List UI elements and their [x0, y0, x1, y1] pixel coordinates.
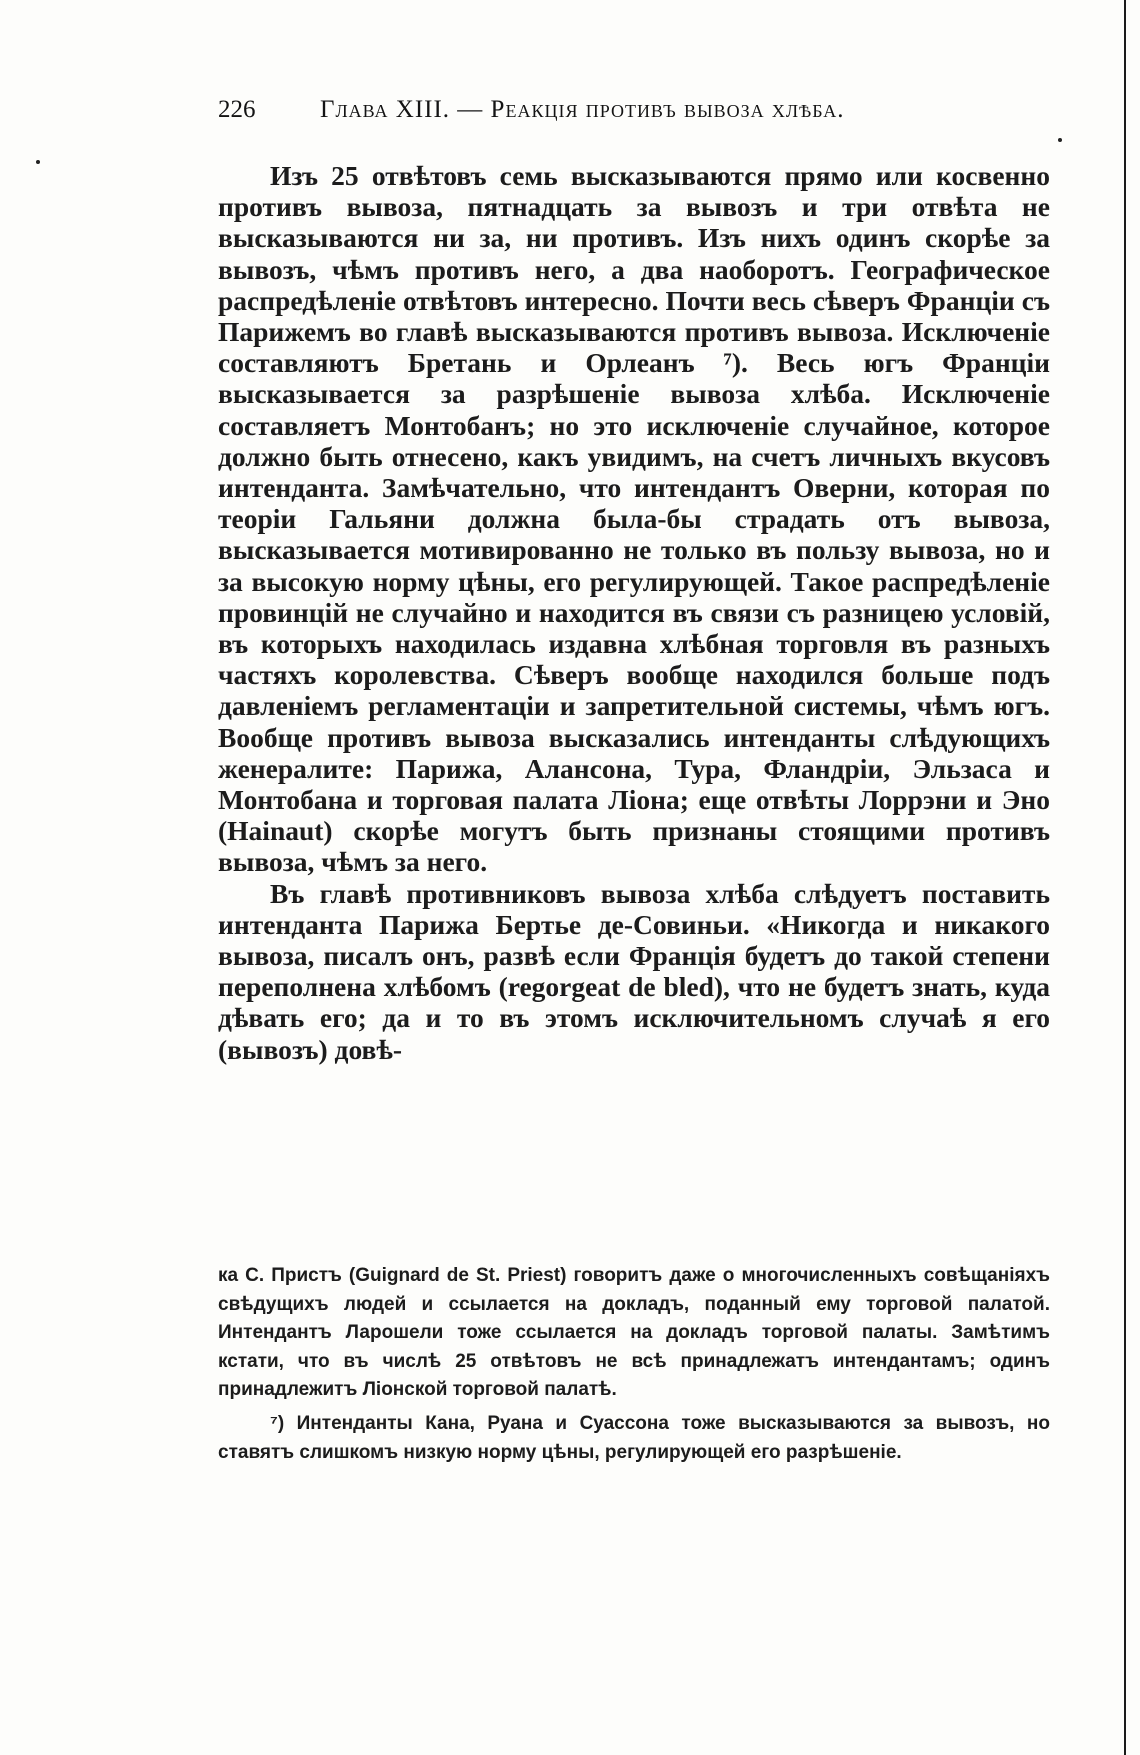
- footnote-continuation: ка С. Пристъ (Guignard de St. Priest) говоритъ даже о многочисленныхъ совѣщаніяхъ свѣдущихъ людей и ссылается на докладъ, поданный ему торговой палатой. Интендантъ Ларошели тоже ссылается на докладъ торговой палаты. Замѣтимъ кстати, что въ числѣ 25 отвѣтовъ не всѣ принадлежатъ интендантамъ; одинъ принадлежитъ Ліонской торговой палатѣ.: [218, 1265, 1050, 1401]
- page-number: 226: [218, 96, 256, 123]
- footnotes: [218, 1262, 1050, 1467]
- scan-speck: [36, 160, 40, 164]
- main-text: [218, 160, 1050, 1065]
- page-edge-line: [1124, 0, 1126, 1755]
- chapter-title: Глава XIII. — Реакція противъ вывоза хлѣба.: [320, 96, 845, 123]
- footnote-7: ⁷) Интенданты Кана, Руана и Суассона тоже высказываются за вывозъ, но ставятъ слишкомъ низкую норму цѣны, регулирующей его разрѣшеніе.: [218, 1412, 1050, 1463]
- paragraph: Въ главѣ противниковъ вывоза хлѣба слѣдуетъ поставить интенданта Парижа Бертье де-Совиньи. «Никогда и никакого вывоза, писалъ онъ, развѣ если Франція будетъ до такой степени переполнена хлѣбомъ (regorgeat de bled), что не будетъ знать, куда дѣвать его; да и то въ этомъ исключительномъ случаѣ я его (вывозъ) довѣ-: [218, 877, 1050, 1065]
- running-head: [218, 96, 1038, 136]
- scan-speck: [1058, 138, 1062, 142]
- paragraph: Изъ 25 отвѣтовъ семь высказываются прямо или косвенно противъ вывоза, пятнадцать за вывозъ и три отвѣта не высказываются ни за, ни противъ. Изъ нихъ одинъ скорѣе за вывозъ, чѣмъ противъ него, а два наоборотъ. Географическое распредѣленіе отвѣтовъ интересно. Почти весь сѣверъ Франціи съ Парижемъ во главѣ высказываются противъ вывоза. Исключеніе составляютъ Бретань и Орлеанъ ⁷). Весь югъ Франціи высказывается за разрѣшеніе вывоза хлѣба. Исключеніе составляетъ Монтобанъ; но это исключеніе случайное, которое должно быть отнесено, какъ увидимъ, на счетъ личныхъ вкусовъ интенданта. Замѣчательно, что интендантъ Оверни, которая по теоріи Гальяни должна была-бы страдать отъ вывоза, высказывается мотивированно не только въ пользу вывоза, но и за высокую норму цѣны, его регулирующей. Такое распредѣленіе провинцій не случайно и находится въ связи съ разницею условій, въ которыхъ находилась издавна хлѣбная торговля въ разныхъ частяхъ королевства. Сѣверъ вообще находился больше подъ давленіемъ регламентаціи и запретительной системы, чѣмъ югъ. Вообще противъ вывоза высказались интенданты слѣдующихъ женералите: Парижа, Алансона, Тура, Фландріи, Эльзаса и Монтобана и торговая палата Ліона; еще отвѣты Лоррэни и Эно (Hainaut) скорѣе могутъ быть признаны стоящими противъ вывоза, чѣмъ за него.: [218, 160, 1050, 878]
